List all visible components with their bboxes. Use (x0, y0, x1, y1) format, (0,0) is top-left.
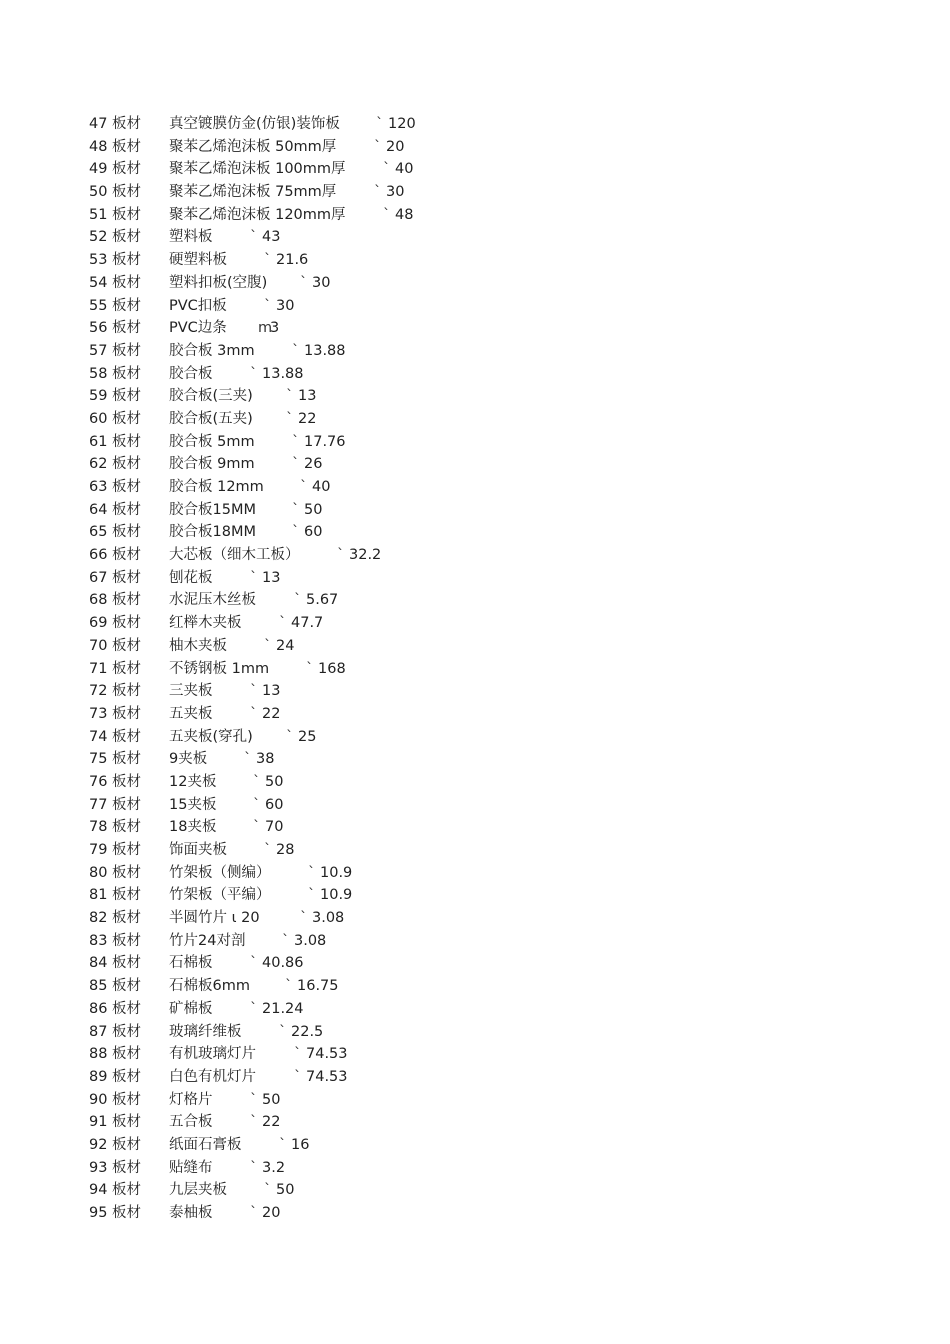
item-category: 板材 (112, 864, 141, 881)
item-price: 30 (276, 297, 295, 314)
list-item (89, 1043, 348, 1066)
item-category: 板材 (112, 1068, 141, 1085)
item-unit: ` (279, 1023, 287, 1040)
item-price: 20 (386, 138, 405, 155)
item-price: 17.76 (304, 433, 346, 450)
list-item (89, 113, 416, 136)
item-category: 板材 (112, 1091, 141, 1108)
list-item (89, 1111, 281, 1134)
item-unit: ` (250, 683, 258, 700)
item-price: 20 (262, 1205, 281, 1221)
item-unit: ` (300, 910, 308, 927)
item-name: 刨花板 (169, 569, 213, 586)
item-price: 22 (298, 410, 317, 427)
item-name: 柚木夹板 (169, 637, 227, 654)
item-name: 塑料板 (169, 229, 213, 246)
item-name: 石棉板 (169, 955, 213, 972)
item-category: 板材 (112, 705, 141, 722)
item-price: 25 (298, 728, 317, 745)
item-category: 板材 (112, 910, 141, 927)
item-unit: ` (264, 297, 272, 314)
item-category: 板材 (112, 297, 141, 314)
item-name: 五合板 (169, 1114, 213, 1131)
item-category: 板材 (112, 955, 141, 972)
item-number: 64 (89, 501, 108, 518)
item-number: 88 (89, 1046, 108, 1063)
list-item (89, 567, 281, 590)
list-item (89, 658, 346, 681)
item-unit: ` (374, 138, 382, 155)
item-number: 92 (89, 1136, 108, 1153)
item-unit: ` (264, 252, 272, 269)
item-number: 47 (89, 116, 108, 132)
item-name: 贴缝布 (169, 1159, 213, 1176)
item-name: 灯格片 (169, 1091, 213, 1108)
item-number: 81 (89, 887, 108, 904)
list-item (89, 816, 284, 839)
item-unit: ` (250, 955, 258, 972)
item-category: 板材 (112, 116, 141, 132)
item-category: 板材 (112, 388, 141, 405)
list-item (89, 794, 284, 817)
item-number: 80 (89, 864, 108, 881)
item-name: 竹架板（侧编） (169, 864, 271, 881)
item-name: 胶合板 12mm (169, 479, 264, 495)
item-price: 48 (395, 206, 414, 223)
list-item (89, 907, 345, 930)
item-number: 72 (89, 683, 108, 700)
item-category: 板材 (112, 252, 141, 269)
item-name: 竹片24对剖 (169, 932, 246, 949)
item-price: 60 (265, 796, 284, 813)
item-unit: ` (294, 592, 302, 609)
item-price: 13 (298, 388, 317, 405)
list-item (89, 1089, 281, 1112)
item-number: 57 (89, 342, 108, 359)
list-item (89, 363, 304, 386)
item-number: 53 (89, 252, 108, 269)
item-name: 9夹板 (169, 751, 208, 768)
item-name: 泰柚板 (169, 1205, 213, 1221)
item-category: 板材 (112, 1182, 141, 1199)
item-price: 60 (304, 524, 323, 541)
item-name: 12夹板 (169, 773, 217, 790)
item-unit: ` (383, 206, 391, 223)
item-category: 板材 (112, 184, 141, 201)
item-number: 95 (89, 1205, 108, 1221)
item-category: 板材 (112, 320, 141, 337)
list-item (89, 136, 405, 159)
item-name: 竹架板（平编） (169, 887, 271, 904)
item-name: 胶合板(三夹) (169, 388, 253, 405)
item-category: 板材 (112, 1159, 141, 1176)
item-number: 91 (89, 1114, 108, 1131)
item-unit: ` (253, 773, 261, 790)
item-category: 板材 (112, 138, 141, 155)
item-number: 85 (89, 978, 108, 995)
list-item (89, 340, 346, 363)
item-price: 50 (304, 501, 323, 518)
list-item (89, 1157, 286, 1180)
list-item (89, 204, 414, 227)
list-item (89, 272, 331, 295)
list-item (89, 1202, 281, 1225)
item-category: 板材 (112, 683, 141, 700)
item-price: 40.86 (262, 955, 304, 972)
item-price: 22 (262, 1114, 281, 1131)
item-category: 板材 (112, 932, 141, 949)
item-price: 32.2 (349, 547, 382, 564)
item-name: 胶合板 5mm (169, 433, 255, 450)
item-price: 16 (291, 1136, 310, 1153)
item-number: 67 (89, 569, 108, 586)
item-price: 3.2 (262, 1159, 286, 1176)
item-price: 5.67 (306, 592, 339, 609)
item-unit: ` (300, 479, 308, 495)
item-name: 饰面夹板 (169, 842, 227, 858)
item-category: 板材 (112, 501, 141, 518)
item-unit: ` (250, 705, 258, 722)
item-category: 板材 (112, 1023, 141, 1040)
item-unit: ` (294, 1046, 302, 1063)
list-item (89, 998, 304, 1021)
item-number: 61 (89, 433, 108, 450)
item-number: 56 (89, 320, 108, 337)
item-unit: ` (250, 1114, 258, 1131)
item-number: 71 (89, 660, 108, 677)
item-category: 板材 (112, 592, 141, 609)
list-item (89, 1134, 310, 1157)
list-item (89, 295, 295, 318)
item-category: 板材 (112, 569, 141, 586)
item-category: 板材 (112, 161, 141, 178)
item-category: 板材 (112, 342, 141, 359)
item-unit: ` (279, 615, 287, 632)
item-unit: ` (250, 569, 258, 586)
item-number: 83 (89, 932, 108, 949)
item-category: 板材 (112, 842, 141, 858)
item-category: 板材 (112, 615, 141, 632)
item-name: 玻璃纤维板 (169, 1023, 242, 1040)
list-item (89, 181, 405, 204)
item-price: 10.9 (320, 887, 353, 904)
list-item (89, 748, 275, 771)
item-unit: ` (292, 524, 300, 541)
item-price: 13 (262, 569, 281, 586)
item-number: 73 (89, 705, 108, 722)
item-category: 板材 (112, 728, 141, 745)
item-category: 板材 (112, 524, 141, 541)
item-number: 62 (89, 456, 108, 473)
item-name: 胶合板(五夹) (169, 410, 253, 427)
item-name: 15夹板 (169, 796, 217, 813)
item-unit: ` (264, 1182, 272, 1199)
item-price: 168 (318, 660, 346, 677)
item-price: 22.5 (291, 1023, 324, 1040)
item-unit: ` (250, 1000, 258, 1017)
item-price: 50 (276, 1182, 295, 1199)
item-name: 矿棉板 (169, 1000, 213, 1017)
item-name: 胶合板15MM (169, 501, 256, 518)
item-name: 五夹板(穿孔) (169, 728, 253, 745)
item-unit: ` (308, 864, 316, 881)
item-unit: ` (337, 547, 345, 564)
list-item (89, 589, 339, 612)
list-item (89, 499, 323, 522)
item-name: 聚苯乙烯泡沫板 50mm厚 (169, 138, 337, 155)
item-unit: ` (300, 274, 308, 291)
item-price: 28 (276, 842, 295, 858)
item-price: 3 (270, 320, 280, 337)
item-name: PVC边条 (169, 320, 227, 337)
item-name: 聚苯乙烯泡沫板 100mm厚 (169, 161, 346, 178)
item-unit: ` (244, 751, 252, 768)
item-name: 胶合板 9mm (169, 456, 255, 473)
item-price: 120 (388, 116, 416, 132)
item-category: 板材 (112, 365, 141, 382)
list-item (89, 884, 353, 907)
item-name: 胶合板 (169, 365, 213, 382)
list-item (89, 544, 382, 567)
item-number: 77 (89, 796, 108, 813)
item-name: 硬塑料板 (169, 252, 227, 269)
list-item (89, 431, 346, 454)
item-name: 有机玻璃灯片 (169, 1046, 256, 1063)
item-name: 聚苯乙烯泡沫板 75mm厚 (169, 184, 337, 201)
item-price: 16.75 (297, 978, 339, 995)
item-category: 板材 (112, 479, 141, 495)
item-category: 板材 (112, 978, 141, 995)
item-unit: ` (279, 1136, 287, 1153)
list-item (89, 226, 281, 249)
item-number: 60 (89, 410, 108, 427)
list-item (89, 839, 295, 862)
item-category: 板材 (112, 637, 141, 654)
item-price: 21.6 (276, 252, 309, 269)
list-item (89, 975, 339, 998)
item-number: 54 (89, 274, 108, 291)
item-name: 不锈钢板 1mm (169, 660, 270, 677)
item-unit: ` (292, 433, 300, 450)
item-price: 47.7 (291, 615, 324, 632)
list-item (89, 862, 353, 885)
list-item (89, 158, 414, 181)
material-price-list (89, 113, 416, 1225)
item-price: 3.08 (312, 910, 345, 927)
item-price: 74.53 (306, 1046, 348, 1063)
item-number: 75 (89, 751, 108, 768)
item-category: 板材 (112, 773, 141, 790)
item-number: 65 (89, 524, 108, 541)
item-category: 板材 (112, 887, 141, 904)
item-category: 板材 (112, 206, 141, 223)
item-unit: ` (294, 1068, 302, 1085)
item-number: 79 (89, 842, 108, 858)
item-name: 塑料扣板(空腹) (169, 274, 268, 291)
item-number: 69 (89, 615, 108, 632)
list-item (89, 726, 317, 749)
item-category: 板材 (112, 796, 141, 813)
item-name: 18夹板 (169, 819, 217, 836)
item-category: 板材 (112, 547, 141, 564)
item-unit: ` (250, 1091, 258, 1108)
item-price: 50 (262, 1091, 281, 1108)
item-name: 大芯板（细木工板） (169, 547, 300, 564)
list-item (89, 930, 327, 953)
item-unit: ` (253, 819, 261, 836)
list-item (89, 771, 284, 794)
item-unit: ` (286, 388, 294, 405)
list-item (89, 635, 295, 658)
item-category: 板材 (112, 751, 141, 768)
item-price: 50 (265, 773, 284, 790)
list-item (89, 680, 281, 703)
item-number: 63 (89, 479, 108, 495)
item-number: 51 (89, 206, 108, 223)
item-name: 三夹板 (169, 683, 213, 700)
item-number: 49 (89, 161, 108, 178)
item-unit: ` (285, 978, 293, 995)
item-price: 74.53 (306, 1068, 348, 1085)
item-name: 真空镀膜仿金(仿银)装饰板 (169, 116, 340, 132)
item-unit: ` (286, 410, 294, 427)
item-number: 58 (89, 365, 108, 382)
list-item (89, 952, 304, 975)
item-name: 白色有机灯片 (169, 1068, 256, 1085)
item-number: 48 (89, 138, 108, 155)
item-unit: ` (292, 342, 300, 359)
list-item (89, 703, 281, 726)
list-item (89, 1179, 295, 1202)
item-name: 九层夹板 (169, 1182, 227, 1199)
item-name: 半圆竹片 ι 20 (169, 910, 260, 927)
list-item (89, 249, 309, 272)
item-unit: ` (292, 456, 300, 473)
item-price: 30 (312, 274, 331, 291)
item-number: 66 (89, 547, 108, 564)
item-name: PVC扣板 (169, 297, 227, 314)
item-category: 板材 (112, 1136, 141, 1153)
item-unit: ` (374, 184, 382, 201)
item-unit: ` (383, 161, 391, 178)
item-category: 板材 (112, 410, 141, 427)
list-item (89, 612, 324, 635)
item-category: 板材 (112, 1046, 141, 1063)
item-price: 30 (386, 184, 405, 201)
list-item (89, 1021, 324, 1044)
item-number: 89 (89, 1068, 108, 1085)
item-category: 板材 (112, 1205, 141, 1221)
list-item (89, 476, 331, 499)
list-item (89, 408, 317, 431)
list-item (89, 453, 323, 476)
item-number: 94 (89, 1182, 108, 1199)
item-category: 板材 (112, 433, 141, 450)
item-category: 板材 (112, 1000, 141, 1017)
item-number: 50 (89, 184, 108, 201)
item-name: 红榉木夹板 (169, 615, 242, 632)
item-unit: ` (250, 1159, 258, 1176)
item-unit: ` (308, 887, 316, 904)
item-number: 70 (89, 637, 108, 654)
item-number: 74 (89, 728, 108, 745)
item-unit: ` (306, 660, 314, 677)
item-unit: ` (250, 1205, 258, 1221)
item-price: 43 (262, 229, 281, 246)
item-price: 21.24 (262, 1000, 304, 1017)
item-name: 纸面石膏板 (169, 1136, 242, 1153)
item-number: 78 (89, 819, 108, 836)
item-number: 82 (89, 910, 108, 927)
item-price: 10.9 (320, 864, 353, 881)
item-category: 板材 (112, 274, 141, 291)
item-number: 93 (89, 1159, 108, 1176)
item-number: 59 (89, 388, 108, 405)
item-category: 板材 (112, 456, 141, 473)
item-number: 87 (89, 1023, 108, 1040)
item-price: 13 (262, 683, 281, 700)
item-category: 板材 (112, 229, 141, 246)
item-name: 石棉板6mm (169, 978, 250, 995)
item-price: 40 (312, 479, 331, 495)
item-price: 13.88 (262, 365, 304, 382)
item-category: 板材 (112, 1114, 141, 1131)
item-name: 水泥压木丝板 (169, 592, 256, 609)
item-number: 68 (89, 592, 108, 609)
list-item (89, 1066, 348, 1089)
item-unit: ` (264, 842, 272, 858)
item-number: 52 (89, 229, 108, 246)
item-unit: ` (376, 116, 384, 132)
item-price: 3.08 (294, 932, 327, 949)
item-number: 90 (89, 1091, 108, 1108)
item-unit: ` (250, 365, 258, 382)
item-price: 24 (276, 637, 295, 654)
list-item (89, 521, 323, 544)
item-price: 26 (304, 456, 323, 473)
item-unit: m (258, 320, 273, 337)
item-number: 84 (89, 955, 108, 972)
item-unit: ` (253, 796, 261, 813)
item-name: 五夹板 (169, 705, 213, 722)
item-number: 76 (89, 773, 108, 790)
list-item (89, 317, 280, 340)
item-name: 聚苯乙烯泡沫板 120mm厚 (169, 206, 346, 223)
item-price: 40 (395, 161, 414, 178)
item-price: 13.88 (304, 342, 346, 359)
item-number: 55 (89, 297, 108, 314)
item-name: 胶合板 3mm (169, 342, 255, 359)
item-name: 胶合板18MM (169, 524, 256, 541)
item-category: 板材 (112, 660, 141, 677)
item-unit: ` (250, 229, 258, 246)
list-item (89, 385, 317, 408)
item-price: 22 (262, 705, 281, 722)
item-unit: ` (264, 637, 272, 654)
item-price: 38 (256, 751, 275, 768)
item-unit: ` (292, 501, 300, 518)
item-unit: ` (282, 932, 290, 949)
item-unit: ` (286, 728, 294, 745)
item-number: 86 (89, 1000, 108, 1017)
item-category: 板材 (112, 819, 141, 836)
item-price: 70 (265, 819, 284, 836)
